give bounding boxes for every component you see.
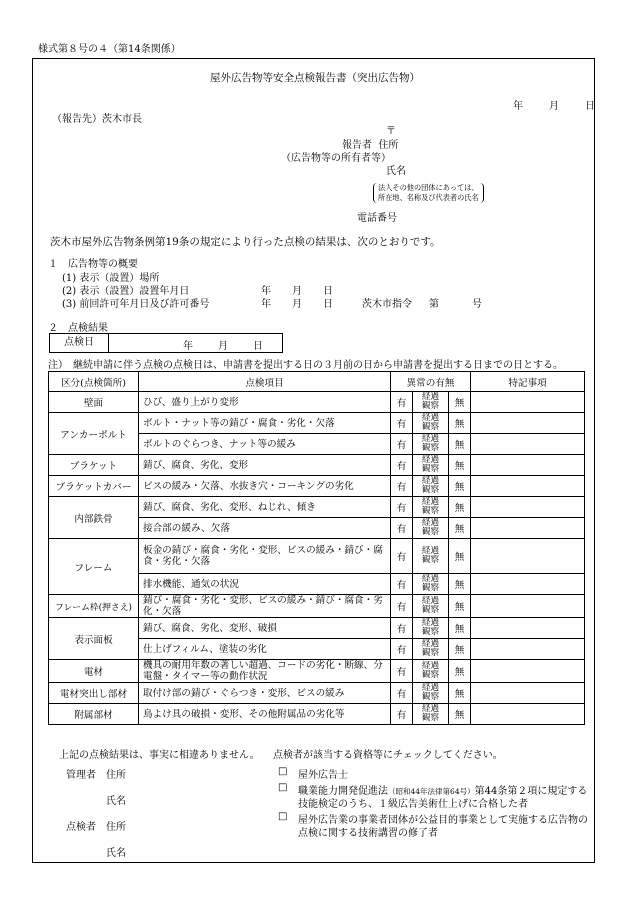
table-row [49,497,585,518]
remarks-cell[interactable] [471,476,585,497]
no-cell[interactable]: 無 [449,392,471,413]
option2-law-number: （昭和44年法律第64号） [388,787,475,796]
remarks-cell[interactable] [471,413,585,434]
item-cell: 鳥よけ具の破損・変形、その他附属品の劣化等 [139,704,391,725]
remarks-cell[interactable] [471,618,585,639]
observe-cell[interactable] [413,595,449,618]
yes-cell[interactable]: 有 [391,476,413,497]
observe-line1: 経過 [421,413,440,423]
permit-day: 日 [323,299,333,310]
report-date [513,97,595,112]
observe-line2: 観察 [421,555,440,565]
header-category: 区分(点検箇所) [49,372,139,392]
observe-cell[interactable] [413,455,449,476]
remarks-cell[interactable] [471,595,585,618]
remarks-cell[interactable] [471,704,585,725]
yes-cell[interactable]: 有 [391,683,413,704]
observe-line2: 観察 [421,605,440,615]
remarks-cell[interactable] [471,392,585,413]
observe-line2: 観察 [421,670,440,680]
inspection-month: 月 [218,341,228,352]
observe-line2: 観察 [421,485,440,495]
table-row [49,539,585,574]
table-header-row [49,372,585,392]
observe-line2: 観察 [421,422,440,432]
section1-row-installed: (2) 表示（設置）設置年月日 [62,286,190,297]
observe-line2: 観察 [421,401,440,411]
addressee: （報告先）茨木市長 [52,114,142,125]
yes-cell[interactable]: 有 [391,413,413,434]
yes-cell[interactable]: 有 [391,704,413,725]
address-label: 住所 [378,140,399,151]
date-month-label: 月 [549,101,559,112]
item-cell: 板金の錆び・腐食・劣化・変形、ビスの緩み・錆び・腐食・劣化・欠落 [139,539,391,574]
table-row [49,392,585,413]
observe-cell[interactable] [413,497,449,518]
corporate-note-line1: 法人その他の団体にあっては、 [378,183,479,192]
yes-cell[interactable]: 有 [391,539,413,574]
qualification-checkbox-2[interactable]: □ [278,782,288,793]
no-cell[interactable]: 無 [449,476,471,497]
option2-article: 第44条第２項に規定する [474,786,588,797]
no-cell[interactable]: 無 [449,434,471,455]
observe-cell[interactable] [413,539,449,574]
category-cell: 附属部材 [49,704,139,725]
observe-cell[interactable] [413,434,449,455]
no-cell[interactable]: 無 [449,574,471,595]
observe-line1: 経過 [421,596,440,606]
observe-cell[interactable] [413,618,449,639]
section1-title: １ 広告物等の概要 [48,259,138,270]
yes-cell[interactable]: 有 [391,574,413,595]
observe-line1: 経過 [421,392,440,402]
qualification-option-3-line2: 点検に関する技術講習の修了者 [298,828,438,839]
observe-cell[interactable] [413,413,449,434]
yes-cell[interactable]: 有 [391,455,413,476]
inspection-year: 年 [183,341,193,352]
item-cell: ひび、盛り上がり変形 [139,392,391,413]
observe-line2: 観察 [421,713,440,723]
inspection-date-label: 点検日 [50,334,109,352]
form-number: 様式第８号の４（第14条関係） [38,44,181,55]
no-cell[interactable]: 無 [449,455,471,476]
header-remarks: 特記事項 [471,372,585,392]
observe-line1: 経過 [421,518,440,528]
category-cell: 電材 [49,660,139,683]
observe-cell[interactable] [413,574,449,595]
qualification-intro: 点検者が該当する資格等にチェックしてください。 [273,750,503,761]
permit-year: 年 [261,299,271,310]
option2-law: 職業能力開発促進法 [298,786,388,797]
manager-address-label: 住所 [106,770,126,781]
yes-cell[interactable]: 有 [391,660,413,683]
no-cell[interactable]: 無 [449,618,471,639]
manager-label: 管理者 [66,770,96,781]
permit-month: 月 [292,299,302,310]
no-cell[interactable]: 無 [449,704,471,725]
qualification-option-3: 屋外広告業の事業者団体が公益目的事業として実施する広告物の [298,815,588,826]
item-cell: 機具の耐用年数の著しい超過、コードの劣化・断線、分電盤・タイマー等の動作状況 [139,660,391,683]
item-cell: ボルト・ナット等の錆び・腐食・劣化・欠落 [139,413,391,434]
inspector-label: 点検者 [66,822,96,833]
observe-line2: 観察 [421,527,440,537]
section1-row-permit: (3) 前回許可年月日及び許可番号 [62,299,210,310]
table-row [49,683,585,704]
date-day-label: 日 [585,101,595,112]
date-year-label: 年 [513,101,523,112]
observe-line1: 経過 [421,476,440,486]
qualification-checkbox-1[interactable]: □ [278,766,288,777]
no-cell[interactable]: 無 [449,683,471,704]
inspection-table [48,371,585,725]
inspector-address-label: 住所 [106,822,126,833]
no-cell[interactable]: 無 [449,539,471,574]
qualification-option-1: 屋外広告士 [298,770,348,781]
remarks-cell[interactable] [471,518,585,539]
observe-line1: 経過 [421,683,440,693]
header-abnormal: 異常の有無 [391,372,471,392]
item-cell: 仕上げフィルム、塗装の劣化 [139,639,391,660]
section1-row-location: (1) 表示（設置）場所 [62,273,160,284]
intro-text: 茨木市屋外広告物条例第19条の規定により行った点検の結果は、次のとおりです。 [50,236,441,248]
category-cell: ブラケット [49,455,139,476]
yes-cell[interactable]: 有 [391,618,413,639]
remarks-cell[interactable] [471,455,585,476]
yes-cell[interactable]: 有 [391,639,413,660]
inspection-note: 注） 継続申請に伴う点検の点検日は、申請書を提出する日の３月前の日から申請書を提出する日までの日とする。 [48,360,563,371]
confirmation-text: 上記の点検結果は、事実に相違ありません。 [59,750,260,761]
remarks-cell[interactable] [471,539,585,574]
observe-line2: 観察 [421,648,440,658]
installed-year: 年 [261,286,271,297]
observe-line1: 経過 [421,497,440,507]
category-cell: アンカーボルト [49,413,139,455]
header-item: 点検項目 [139,372,391,392]
observe-line2: 観察 [421,692,440,702]
category-cell: 表示面板 [49,618,139,660]
section2-title: ２ 点検結果 [48,323,108,334]
observe-cell[interactable] [413,639,449,660]
installed-month: 月 [292,286,302,297]
item-cell: 接合部の緩み、欠落 [139,518,391,539]
no-cell[interactable]: 無 [449,413,471,434]
observe-cell[interactable] [413,518,449,539]
category-cell: フレーム枠(押さえ) [49,595,139,618]
category-cell: 内部鉄骨 [49,497,139,539]
item-cell: ビスの緩み・欠落、水抜き穴・コーキングの劣化 [139,476,391,497]
category-cell: 電材突出し部材 [49,683,139,704]
table-row [49,413,585,434]
item-cell: 排水機能、通気の状況 [139,574,391,595]
category-cell: フレーム [49,539,139,595]
remarks-cell[interactable] [471,683,585,704]
no-cell[interactable]: 無 [449,595,471,618]
category-cell: 壁面 [49,392,139,413]
remarks-cell[interactable] [471,574,585,595]
observe-cell[interactable] [413,660,449,683]
observe-cell[interactable] [413,392,449,413]
observe-line1: 経過 [421,618,440,628]
observe-line1: 経過 [421,704,440,714]
yes-cell[interactable]: 有 [391,434,413,455]
observe-cell[interactable] [413,683,449,704]
item-cell: 錆び・腐食・劣化・変形、ビスの緩み・錆び・腐食・劣化・欠落 [139,595,391,618]
observe-line1: 経過 [421,455,440,465]
item-cell: 取付け部の錆び・ぐらつき・変形、ビスの緩み [139,683,391,704]
yes-cell[interactable]: 有 [391,392,413,413]
owner-label: （広告物等の所有者等） [281,153,391,164]
item-cell: 錆び、腐食、劣化、変形 [139,455,391,476]
name-label: 氏名 [386,166,406,177]
yes-cell[interactable]: 有 [391,497,413,518]
corporate-note [373,183,484,203]
yes-cell[interactable]: 有 [391,518,413,539]
item-cell: 錆び、腐食、劣化、変形、破損 [139,618,391,639]
permit-authority: 茨木市指令 [362,299,412,310]
observe-line1: 経過 [421,574,440,584]
table-row [49,455,585,476]
postal-mark: 〒 [386,126,396,137]
item-cell: 錆び、腐食、劣化、変形、ねじれ、傾き [139,497,391,518]
remarks-cell[interactable] [471,497,585,518]
observe-line1: 経過 [421,639,440,649]
remarks-cell[interactable] [471,639,585,660]
qualification-checkbox-3[interactable]: □ [278,811,288,822]
reporter-label: 報告者 [342,140,372,151]
corporate-note-line2: 所在地、名称及び代表者の氏名 [378,193,479,202]
observe-line1: 経過 [421,661,440,671]
table-row [49,595,585,618]
table-row [49,618,585,639]
installed-day: 日 [323,286,333,297]
inspection-day: 日 [253,341,263,352]
observe-line1: 経過 [421,546,440,556]
table-row [49,476,585,497]
remarks-cell[interactable] [471,434,585,455]
observe-cell[interactable] [413,704,449,725]
observe-line1: 経過 [421,434,440,444]
qualification-option-2-line2: 技能検定のうち、１級広告美術仕上げに合格した者 [298,799,528,810]
inspector-name-label: 氏名 [106,848,126,859]
no-cell[interactable]: 無 [449,497,471,518]
permit-go: 号 [472,299,482,310]
no-cell[interactable]: 無 [449,639,471,660]
permit-dai: 第 [429,299,439,310]
inspection-date-box [49,333,283,353]
no-cell[interactable]: 無 [449,660,471,683]
item-cell: ボルトのぐらつき、ナット等の緩み [139,434,391,455]
table-row [49,704,585,725]
remarks-cell[interactable] [471,660,585,683]
manager-name-label: 氏名 [106,796,126,807]
observe-cell[interactable] [413,476,449,497]
category-cell: ブラケットカバー [49,476,139,497]
observe-line2: 観察 [421,443,440,453]
observe-line2: 観察 [421,583,440,593]
observe-line2: 観察 [421,627,440,637]
yes-cell[interactable]: 有 [391,595,413,618]
document-title: 屋外広告物等安全点検報告書（突出広告物） [210,72,420,84]
table-row [49,660,585,683]
phone-label: 電話番号 [357,213,397,224]
observe-line2: 観察 [421,464,440,474]
observe-line2: 観察 [421,506,440,516]
no-cell[interactable]: 無 [449,518,471,539]
